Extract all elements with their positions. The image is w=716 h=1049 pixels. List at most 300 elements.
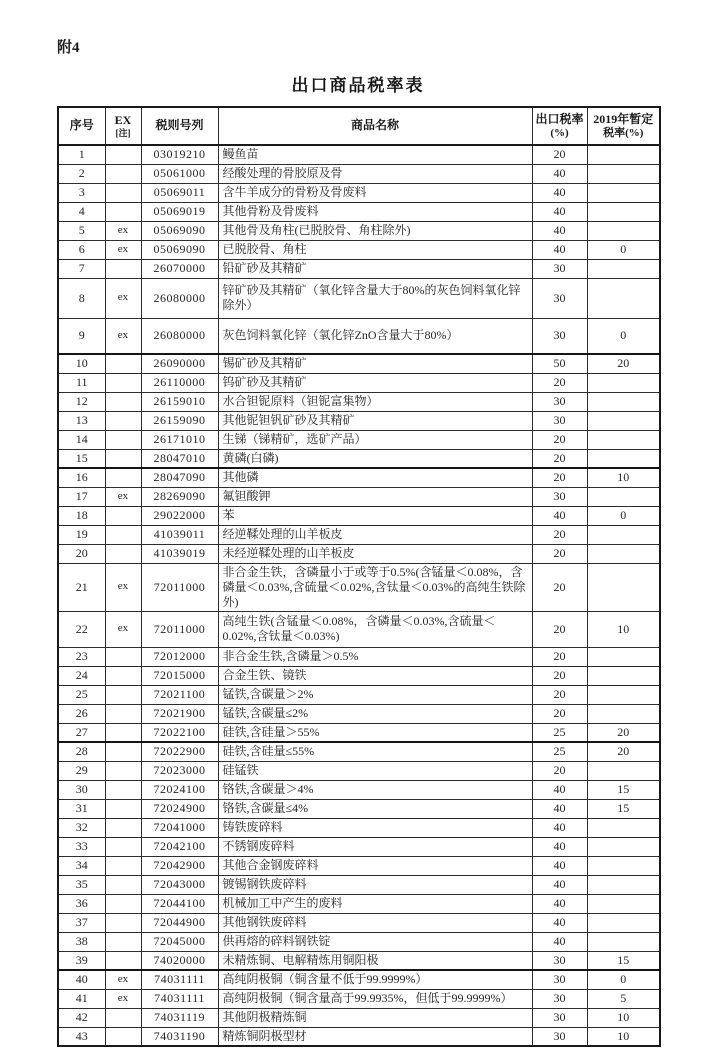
cell-prov: 0 (587, 318, 660, 354)
cell-ex (105, 506, 141, 525)
cell-ex (105, 894, 141, 913)
table-row (58, 837, 660, 856)
cell-name: 经逆鞣处理的山羊板皮 (218, 525, 532, 544)
cell-code: 05069090 (141, 221, 218, 240)
cell-rate: 30 (532, 487, 587, 506)
cell-name: 非合金生铁,含磷量＞0.5% (218, 647, 532, 666)
header-rate (532, 107, 587, 145)
cell-ex (105, 818, 141, 837)
table-row (58, 221, 660, 240)
cell-prov (587, 202, 660, 221)
cell-rate: 40 (532, 780, 587, 799)
cell-seq: 26 (58, 704, 105, 723)
cell-seq: 42 (58, 1008, 105, 1027)
cell-code: 74031111 (141, 970, 218, 989)
cell-name: 硅铁,含硅量≤55% (218, 742, 532, 761)
cell-prov (587, 544, 660, 563)
cell-seq: 33 (58, 837, 105, 856)
cell-rate: 40 (532, 856, 587, 875)
cell-prov (587, 449, 660, 468)
cell-rate: 25 (532, 723, 587, 742)
table-row (58, 685, 660, 704)
cell-code: 26090000 (141, 354, 218, 373)
export-tax-rate-table (57, 106, 661, 1047)
cell-rate: 20 (532, 544, 587, 563)
cell-name: 其他铌钽钒矿砂及其精矿 (218, 411, 532, 430)
cell-prov: 0 (587, 240, 660, 259)
header-rate-unit: (%) (550, 126, 569, 139)
cell-rate: 20 (532, 449, 587, 468)
cell-name: 氟钽酸钾 (218, 487, 532, 506)
cell-ex (105, 951, 141, 970)
cell-ex (105, 259, 141, 278)
cell-code: 26080000 (141, 318, 218, 354)
cell-name: 高纯阴极铜（铜含量不低于99.9999%） (218, 970, 532, 989)
cell-code: 26159010 (141, 392, 218, 411)
table-row (58, 780, 660, 799)
cell-code: 72015000 (141, 666, 218, 685)
cell-ex (105, 780, 141, 799)
cell-prov (587, 913, 660, 932)
cell-prov (587, 647, 660, 666)
cell-prov (587, 704, 660, 723)
cell-rate: 20 (532, 647, 587, 666)
cell-prov: 20 (587, 354, 660, 373)
cell-rate: 25 (532, 742, 587, 761)
table-row (58, 989, 660, 1008)
cell-code: 26070000 (141, 259, 218, 278)
cell-seq: 23 (58, 647, 105, 666)
cell-seq: 36 (58, 894, 105, 913)
header-provisional-unit: 税率(%) (603, 126, 644, 139)
cell-code: 74020000 (141, 951, 218, 970)
cell-prov: 20 (587, 742, 660, 761)
cell-seq: 1 (58, 145, 105, 164)
cell-name: 其他骨及角柱(已脱胶骨、角柱除外) (218, 221, 532, 240)
cell-code: 03019210 (141, 145, 218, 164)
table-row (58, 373, 660, 392)
cell-code: 72012000 (141, 647, 218, 666)
cell-ex (105, 164, 141, 183)
cell-rate: 40 (532, 818, 587, 837)
cell-ex (105, 875, 141, 894)
cell-name: 含牛羊成分的骨粉及骨废料 (218, 183, 532, 202)
cell-seq: 20 (58, 544, 105, 563)
cell-ex (105, 183, 141, 202)
cell-name: 高纯生铁(含锰量＜0.08%，含磷量＜0.03%,含硫量＜0.02%,含钛量＜0.03%) (218, 611, 532, 647)
cell-seq: 18 (58, 506, 105, 525)
cell-rate: 40 (532, 183, 587, 202)
cell-code: 72044100 (141, 894, 218, 913)
cell-ex (105, 1027, 141, 1046)
cell-prov (587, 875, 660, 894)
table-row (58, 875, 660, 894)
cell-prov (587, 145, 660, 164)
cell-name: 苯 (218, 506, 532, 525)
table-row (58, 487, 660, 506)
cell-name: 铬铁,含碳量≤4% (218, 799, 532, 818)
cell-code: 05069090 (141, 240, 218, 259)
annex-label: 附4 (57, 40, 80, 56)
cell-ex (105, 666, 141, 685)
cell-seq: 27 (58, 723, 105, 742)
cell-ex: ex (105, 318, 141, 354)
cell-seq: 34 (58, 856, 105, 875)
cell-rate: 30 (532, 259, 587, 278)
cell-name: 机械加工中产生的废料 (218, 894, 532, 913)
table-row (58, 544, 660, 563)
cell-code: 72022900 (141, 742, 218, 761)
cell-name: 合金生铁、镜铁 (218, 666, 532, 685)
cell-code: 72024900 (141, 799, 218, 818)
cell-rate: 30 (532, 989, 587, 1008)
table-row (58, 183, 660, 202)
cell-code: 74031119 (141, 1008, 218, 1027)
cell-seq: 17 (58, 487, 105, 506)
cell-ex: ex (105, 487, 141, 506)
cell-name: 铬铁,含碳量＞4% (218, 780, 532, 799)
cell-seq: 21 (58, 563, 105, 611)
cell-ex (105, 525, 141, 544)
cell-ex (105, 723, 141, 742)
cell-prov (587, 411, 660, 430)
header-code: 税则号列 (141, 107, 218, 145)
cell-code: 72041000 (141, 818, 218, 837)
cell-code: 72043000 (141, 875, 218, 894)
cell-prov: 15 (587, 799, 660, 818)
table-row (58, 932, 660, 951)
cell-seq: 7 (58, 259, 105, 278)
table-body (58, 145, 660, 1046)
cell-prov (587, 259, 660, 278)
cell-name: 水合钽铌原料（钽铌富集物） (218, 392, 532, 411)
header-ex-note: [注] (115, 127, 131, 138)
table-row (58, 913, 660, 932)
cell-name: 黄磷(白磷) (218, 449, 532, 468)
cell-name: 不锈钢废碎料 (218, 837, 532, 856)
cell-seq: 19 (58, 525, 105, 544)
table-row (58, 525, 660, 544)
cell-seq: 38 (58, 932, 105, 951)
cell-name: 其他磷 (218, 468, 532, 487)
cell-prov: 10 (587, 611, 660, 647)
cell-ex (105, 704, 141, 723)
cell-prov (587, 761, 660, 780)
table-row (58, 951, 660, 970)
cell-ex (105, 799, 141, 818)
cell-name: 其他骨粉及骨废料 (218, 202, 532, 221)
cell-ex (105, 932, 141, 951)
cell-rate: 20 (532, 430, 587, 449)
cell-rate: 20 (532, 704, 587, 723)
page-title: 出口商品税率表 (291, 76, 425, 95)
table-row (58, 970, 660, 989)
cell-ex: ex (105, 989, 141, 1008)
cell-ex (105, 856, 141, 875)
cell-rate: 40 (532, 932, 587, 951)
cell-name: 已脱胶骨、角柱 (218, 240, 532, 259)
cell-rate: 20 (532, 611, 587, 647)
cell-prov (587, 525, 660, 544)
cell-seq: 2 (58, 164, 105, 183)
cell-prov: 15 (587, 780, 660, 799)
cell-ex: ex (105, 221, 141, 240)
cell-prov (587, 666, 660, 685)
cell-name: 高纯阴极铜（铜含量高于99.9935%，但低于99.9999%） (218, 989, 532, 1008)
cell-code: 72011000 (141, 563, 218, 611)
cell-rate: 30 (532, 951, 587, 970)
cell-rate: 40 (532, 875, 587, 894)
cell-prov (587, 856, 660, 875)
cell-seq: 14 (58, 430, 105, 449)
cell-ex (105, 913, 141, 932)
cell-ex: ex (105, 278, 141, 318)
cell-code: 26110000 (141, 373, 218, 392)
cell-ex (105, 411, 141, 430)
cell-prov (587, 487, 660, 506)
cell-name: 硅锰铁 (218, 761, 532, 780)
cell-prov (587, 221, 660, 240)
cell-seq: 8 (58, 278, 105, 318)
cell-name: 非合金生铁，含磷量小于或等于0.5%(含锰量＜0.08%，含磷量＜0.03%,含硫量＜0.02%,含钛量＜0.03%的高纯生铁除外) (218, 563, 532, 611)
cell-seq: 25 (58, 685, 105, 704)
cell-prov (587, 563, 660, 611)
table-row (58, 1008, 660, 1027)
table-row (58, 894, 660, 913)
cell-name: 未经逆鞣处理的山羊板皮 (218, 544, 532, 563)
cell-seq: 9 (58, 318, 105, 354)
cell-rate: 30 (532, 278, 587, 318)
cell-rate: 40 (532, 894, 587, 913)
cell-prov: 0 (587, 506, 660, 525)
cell-ex (105, 468, 141, 487)
cell-seq: 4 (58, 202, 105, 221)
cell-seq: 3 (58, 183, 105, 202)
table-row (58, 666, 660, 685)
cell-seq: 6 (58, 240, 105, 259)
cell-ex (105, 1008, 141, 1027)
table-row (58, 392, 660, 411)
header-ex (105, 107, 141, 145)
cell-code: 05061000 (141, 164, 218, 183)
cell-code: 74031190 (141, 1027, 218, 1046)
cell-seq: 31 (58, 799, 105, 818)
header-provisional (587, 107, 660, 145)
cell-ex (105, 449, 141, 468)
cell-name: 锡矿砂及其精矿 (218, 354, 532, 373)
cell-seq: 29 (58, 761, 105, 780)
cell-code: 72021100 (141, 685, 218, 704)
table-row (58, 278, 660, 318)
cell-ex (105, 647, 141, 666)
cell-seq: 13 (58, 411, 105, 430)
cell-name: 灰色饲料氧化锌（氧化锌ZnO含量大于80%） (218, 318, 532, 354)
cell-prov (587, 373, 660, 392)
cell-code: 26171010 (141, 430, 218, 449)
cell-rate: 40 (532, 240, 587, 259)
cell-code: 28047090 (141, 468, 218, 487)
cell-seq: 41 (58, 989, 105, 1008)
table-row (58, 506, 660, 525)
header-seq: 序号 (58, 107, 105, 145)
cell-code: 41039011 (141, 525, 218, 544)
cell-rate: 20 (532, 563, 587, 611)
table-row (58, 704, 660, 723)
header-provisional-label: 2019年暂定 (593, 111, 654, 126)
cell-seq: 39 (58, 951, 105, 970)
cell-prov: 10 (587, 1008, 660, 1027)
table-row (58, 145, 660, 164)
table-row (58, 202, 660, 221)
cell-rate: 20 (532, 373, 587, 392)
cell-rate: 30 (532, 1008, 587, 1027)
cell-ex (105, 392, 141, 411)
table-row (58, 449, 660, 468)
cell-name: 精炼铜阴极型材 (218, 1027, 532, 1046)
cell-name: 铸铁废碎料 (218, 818, 532, 837)
cell-seq: 10 (58, 354, 105, 373)
table-row (58, 318, 660, 354)
cell-code: 72042900 (141, 856, 218, 875)
cell-prov: 10 (587, 1027, 660, 1046)
cell-rate: 30 (532, 970, 587, 989)
cell-prov (587, 837, 660, 856)
cell-code: 29022000 (141, 506, 218, 525)
table-row (58, 742, 660, 761)
cell-seq: 40 (58, 970, 105, 989)
cell-name: 其他钢铁废碎料 (218, 913, 532, 932)
cell-name: 锰铁,含碳量≤2% (218, 704, 532, 723)
cell-seq: 37 (58, 913, 105, 932)
cell-code: 72042100 (141, 837, 218, 856)
cell-seq: 15 (58, 449, 105, 468)
cell-ex (105, 761, 141, 780)
cell-seq: 30 (58, 780, 105, 799)
cell-prov (587, 932, 660, 951)
table-row (58, 761, 660, 780)
cell-name: 经酸处理的骨胶原及骨 (218, 164, 532, 183)
cell-code: 74031111 (141, 989, 218, 1008)
table-row (58, 468, 660, 487)
cell-ex (105, 837, 141, 856)
table-row (58, 411, 660, 430)
cell-prov: 5 (587, 989, 660, 1008)
cell-seq: 24 (58, 666, 105, 685)
cell-name: 生锑（锑精矿，选矿产品） (218, 430, 532, 449)
cell-code: 41039019 (141, 544, 218, 563)
cell-rate: 20 (532, 685, 587, 704)
cell-name: 锌矿砂及其精矿（氧化锌含量大于80%的灰色饲料氧化锌除外） (218, 278, 532, 318)
cell-code: 72021900 (141, 704, 218, 723)
cell-name: 硅铁,含硅量＞55% (218, 723, 532, 742)
cell-code: 72023000 (141, 761, 218, 780)
table-row (58, 164, 660, 183)
cell-ex (105, 742, 141, 761)
cell-ex: ex (105, 240, 141, 259)
cell-code: 26080000 (141, 278, 218, 318)
cell-name: 锰铁,含碳量＞2% (218, 685, 532, 704)
cell-prov (587, 818, 660, 837)
cell-rate: 40 (532, 799, 587, 818)
cell-ex (105, 373, 141, 392)
cell-ex (105, 685, 141, 704)
table-row (58, 240, 660, 259)
cell-prov (587, 183, 660, 202)
table-row (58, 430, 660, 449)
table-row (58, 1027, 660, 1046)
header-ex-label: EX (114, 112, 132, 127)
table-row (58, 856, 660, 875)
header-rate-label: 出口税率 (535, 111, 584, 126)
cell-prov (587, 164, 660, 183)
cell-ex (105, 354, 141, 373)
cell-seq: 43 (58, 1027, 105, 1046)
cell-ex: ex (105, 563, 141, 611)
cell-ex (105, 202, 141, 221)
cell-code: 05069011 (141, 183, 218, 202)
cell-prov (587, 894, 660, 913)
cell-rate: 40 (532, 506, 587, 525)
cell-rate: 40 (532, 221, 587, 240)
cell-code: 72011000 (141, 611, 218, 647)
cell-ex (105, 544, 141, 563)
cell-name: 钨矿砂及其精矿 (218, 373, 532, 392)
cell-seq: 5 (58, 221, 105, 240)
cell-seq: 32 (58, 818, 105, 837)
cell-code: 28047010 (141, 449, 218, 468)
cell-rate: 30 (532, 411, 587, 430)
table-row (58, 818, 660, 837)
cell-name: 镀锡钢铁废碎料 (218, 875, 532, 894)
cell-ex: ex (105, 970, 141, 989)
cell-code: 28269090 (141, 487, 218, 506)
cell-rate: 40 (532, 164, 587, 183)
table-row (58, 799, 660, 818)
cell-name: 其他合金钢废碎料 (218, 856, 532, 875)
table-row (58, 563, 660, 611)
cell-seq: 35 (58, 875, 105, 894)
table-row (58, 611, 660, 647)
table-row (58, 647, 660, 666)
cell-code: 72044900 (141, 913, 218, 932)
cell-rate: 40 (532, 202, 587, 221)
cell-rate: 30 (532, 392, 587, 411)
cell-name: 鳗鱼苗 (218, 145, 532, 164)
cell-name: 供再熔的碎料钢铁锭 (218, 932, 532, 951)
cell-prov (587, 685, 660, 704)
cell-rate: 20 (532, 145, 587, 164)
cell-prov (587, 278, 660, 318)
cell-seq: 11 (58, 373, 105, 392)
cell-ex (105, 145, 141, 164)
cell-rate: 40 (532, 837, 587, 856)
cell-rate: 50 (532, 354, 587, 373)
cell-prov (587, 430, 660, 449)
cell-prov: 15 (587, 951, 660, 970)
cell-code: 05069019 (141, 202, 218, 221)
cell-code: 72045000 (141, 932, 218, 951)
cell-rate: 20 (532, 468, 587, 487)
cell-seq: 28 (58, 742, 105, 761)
header-name: 商品名称 (218, 107, 532, 145)
cell-code: 72022100 (141, 723, 218, 742)
cell-prov: 10 (587, 468, 660, 487)
table-row (58, 259, 660, 278)
cell-rate: 30 (532, 1027, 587, 1046)
cell-rate: 30 (532, 318, 587, 354)
cell-prov (587, 392, 660, 411)
cell-ex (105, 430, 141, 449)
